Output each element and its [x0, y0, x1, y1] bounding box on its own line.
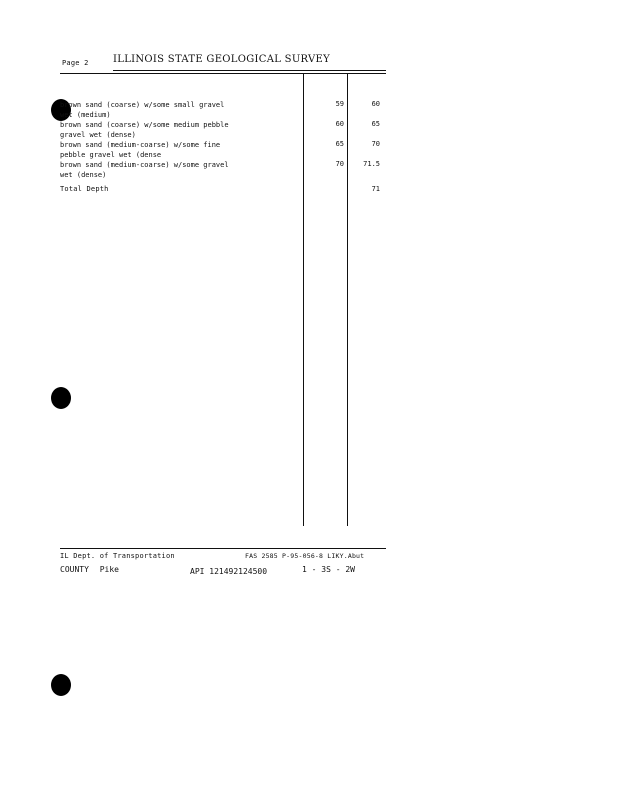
- footer-rule: [60, 548, 386, 549]
- entry-from-depth: 70: [335, 160, 344, 168]
- total-depth-value: 71: [371, 185, 380, 193]
- county-label: COUNTY: [60, 565, 89, 574]
- county-name: Pike: [99, 565, 119, 574]
- header-rule-main: [60, 73, 386, 74]
- entry-to-depth: 71.5: [363, 160, 380, 168]
- api-number: API 121492124500: [190, 567, 268, 576]
- county-line: [60, 565, 119, 574]
- total-depth-label: Total Depth: [60, 185, 109, 193]
- entry-from-depth: 59: [335, 100, 344, 108]
- punch-hole-middle: [51, 387, 71, 409]
- column-divider-right: [347, 74, 348, 526]
- punch-hole-bottom: [51, 674, 71, 696]
- entry-to-depth: 60: [371, 100, 380, 108]
- entry-description: brown sand (coarse) w/some medium pebble gravel wet (dense): [60, 121, 229, 139]
- column-divider-left: [303, 74, 304, 526]
- entry-from-depth: 65: [335, 140, 344, 148]
- project-id: FAS 2585 P-95-056-8 LIKY.Abut: [245, 552, 365, 560]
- entry-to-depth: 65: [371, 120, 380, 128]
- header-rule-top: [113, 70, 386, 71]
- township-range: 1 - 3S - 2W: [302, 565, 355, 574]
- entry-from-depth: 60: [335, 120, 344, 128]
- entry-to-depth: 70: [371, 140, 380, 148]
- page-number: Page 2: [62, 59, 89, 67]
- agency-name: IL Dept. of Transportation: [60, 552, 175, 560]
- entry-description: brown sand (medium-coarse) w/some gravel wet (dense): [60, 161, 229, 179]
- page-title: ILLINOIS STATE GEOLOGICAL SURVEY: [113, 54, 331, 65]
- entry-description: brown sand (medium-coarse) w/some fine pebble gravel wet (dense: [60, 141, 221, 159]
- entry-description: brown sand (coarse) w/some small gravel wet (medium): [60, 101, 225, 119]
